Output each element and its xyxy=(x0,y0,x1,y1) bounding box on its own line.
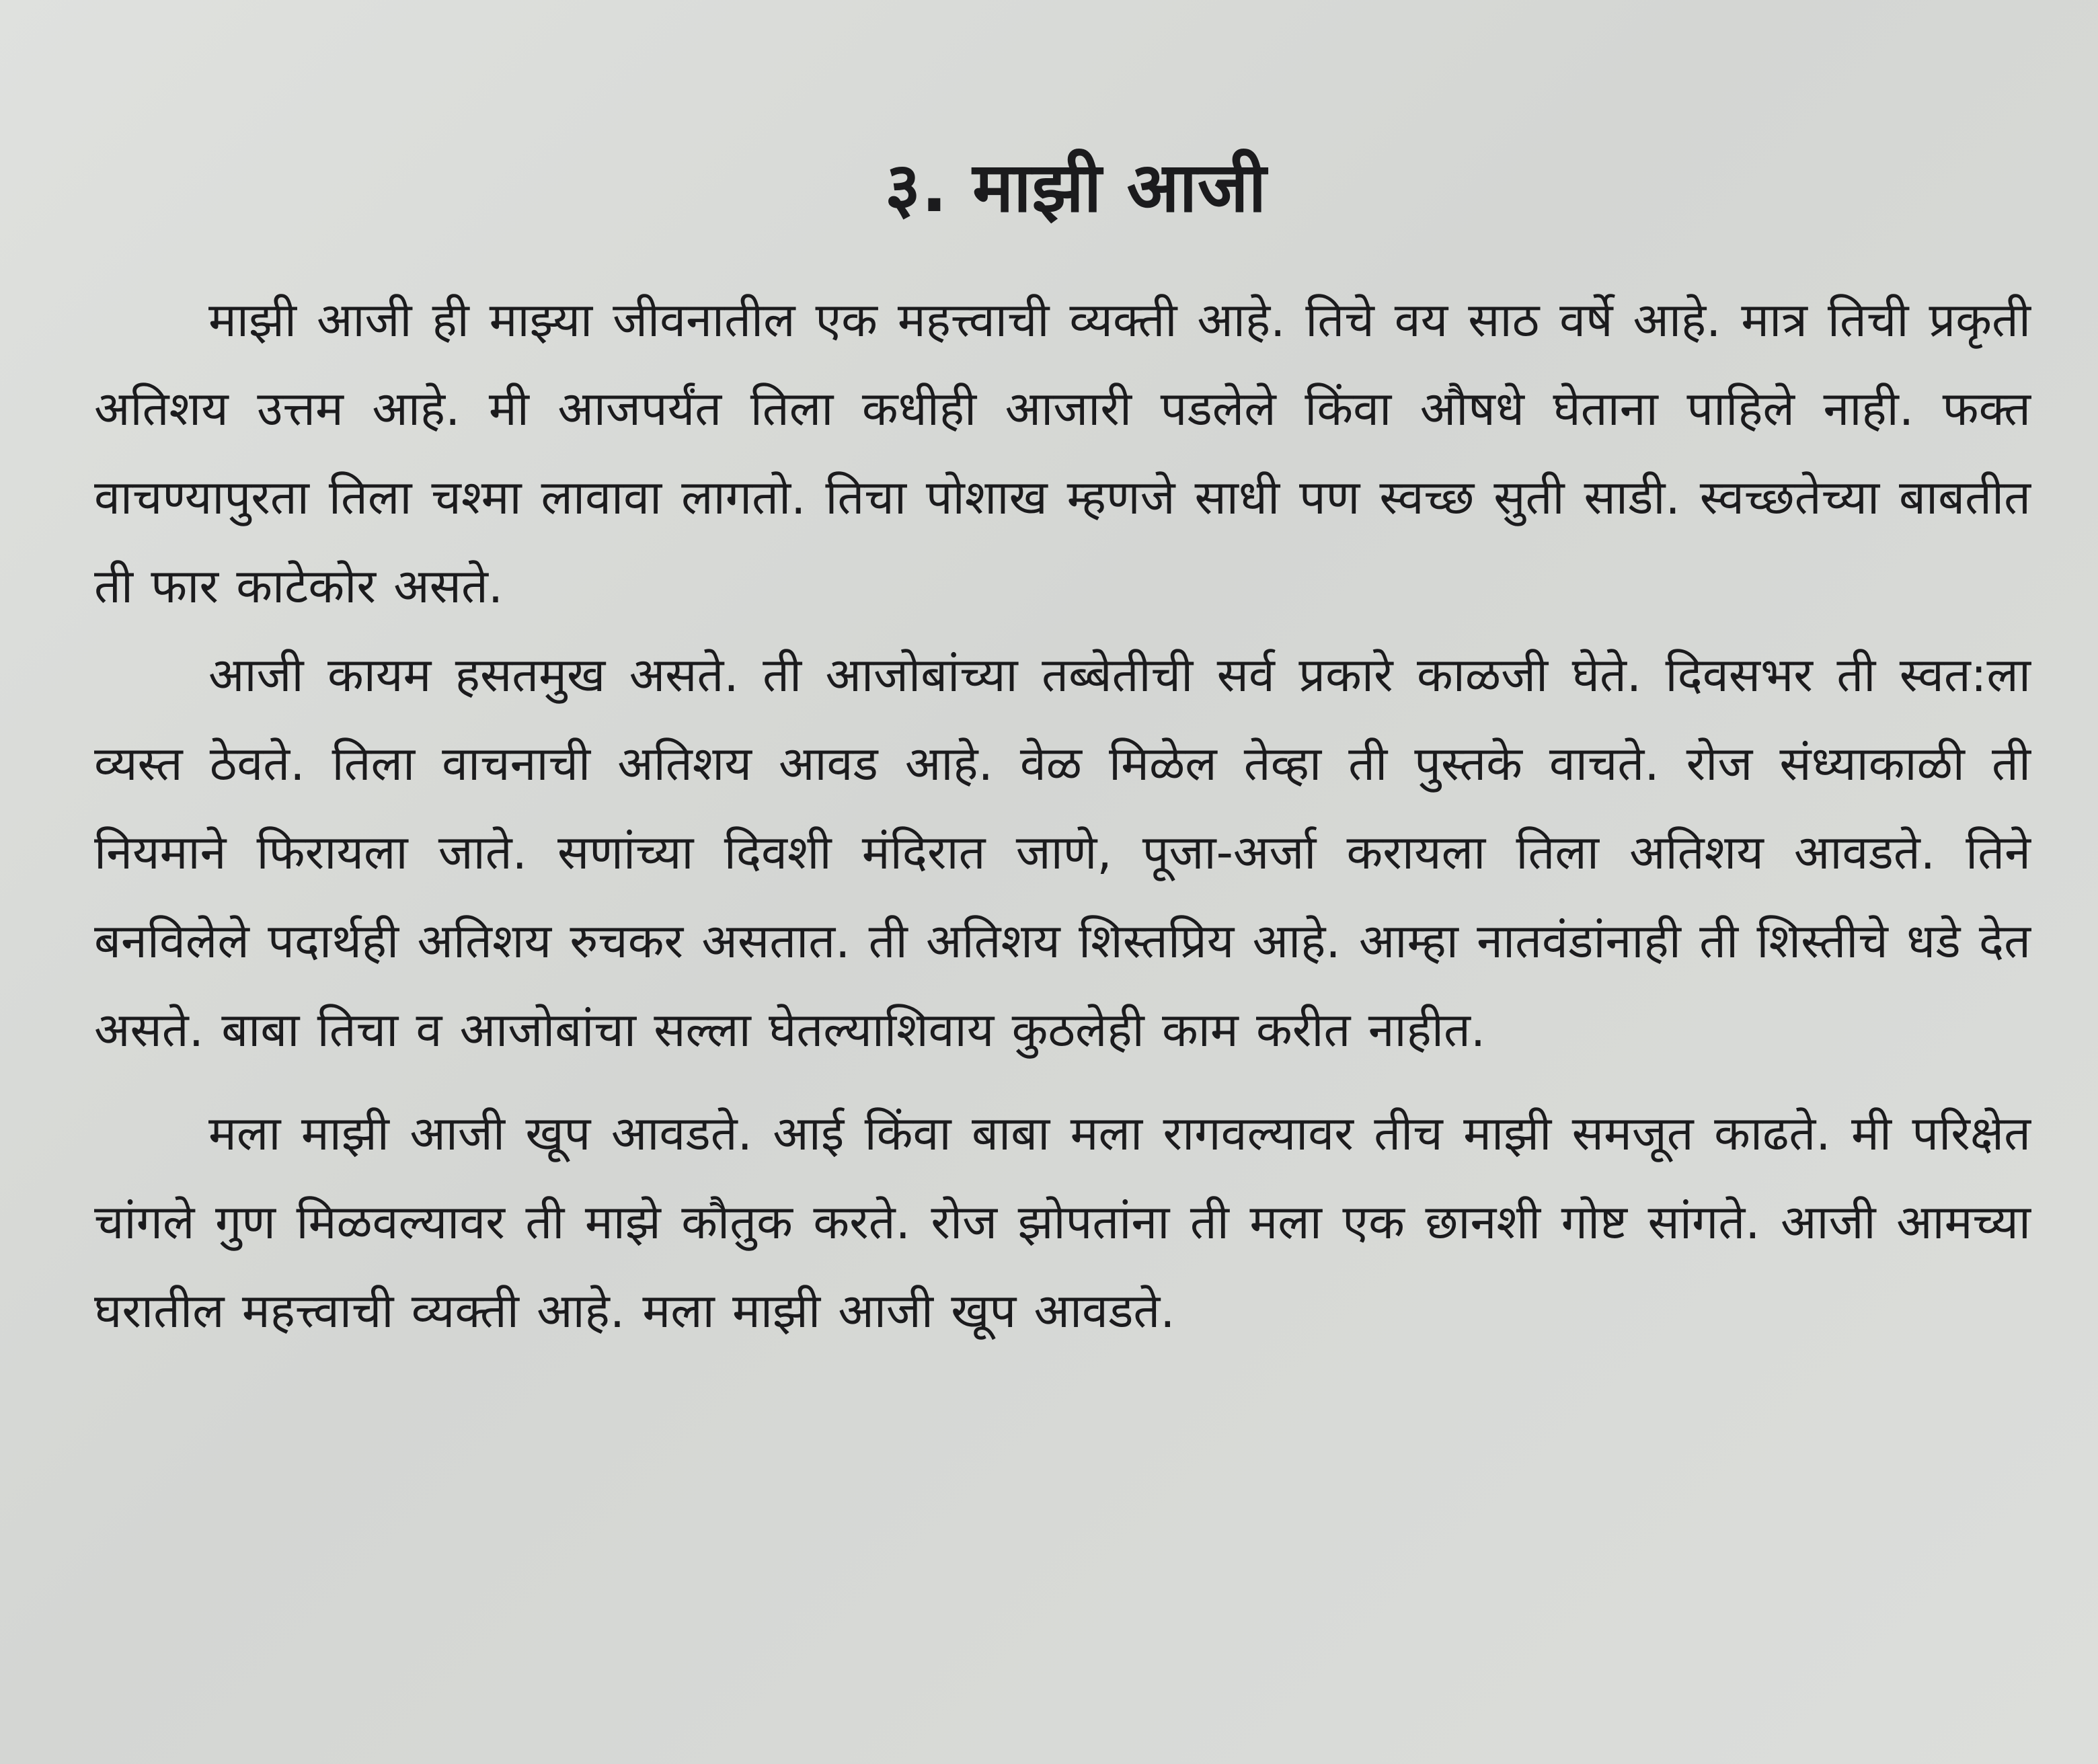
paragraph-1: माझी आजी ही माझ्या जीवनातील एक महत्त्वाची व्यक्ती आहे. तिचे वय साठ वर्षे आहे. मात्र तिची प्रकृती अतिशय उत्तम आहे. मी आजपर्यंत तिला कधीही आजारी पडलेले किंवा औषधे घेताना पाहिले नाही. फक्त वाचण्यापुरता तिला चश्मा लावावा लागतो. तिचा पोशाख म्हणजे साधी पण स्वच्छ सुती साडी. स्वच्छतेच्या बाबतीत ती फार काटेकोर असते. xyxy=(94,292,2031,614)
paragraph-2: आजी कायम हसतमुख असते. ती आजोबांच्या तब्बेतीची सर्व प्रकारे काळजी घेते. दिवसभर ती स्वत:ला व्यस्त ठेवते. तिला वाचनाची अतिशय आवड आहे. वेळ मिळेल तेव्हा ती पुस्तके वाचते. रोज संध्याकाळी ती नियमाने फिरायला जाते. सणांच्या दिवशी मंदिरात जाणे, पूजा-अर्जा करायला तिला अतिशय आवडते. तिने बनविलेले पदार्थही अतिशय रुचकर असतात. ती अतिशय शिस्तप्रिय आहे. आम्हा नातवंडांनाही ती शिस्तीचे धडे देत असते. बाबा तिचा व आजोबांचा सल्ला घेतल्याशिवाय कुठलेही काम करीत नाहीत. xyxy=(94,647,2031,1057)
paragraph-3: मला माझी आजी खूप आवडते. आई किंवा बाबा मला रागवल्यावर तीच माझी समजूत काढते. मी परिक्षेत चांगले गुण मिळवल्यावर ती माझे कौतुक करते. रोज झोपतांना ती मला एक छानशी गोष्ट सांगते. आजी आमच्या घरातील महत्त्वाची व्यक्ती आहे. मला माझी आजी खूप आवडते. xyxy=(94,1106,2031,1338)
essay-title: ३. माझी आजी xyxy=(884,148,1268,228)
